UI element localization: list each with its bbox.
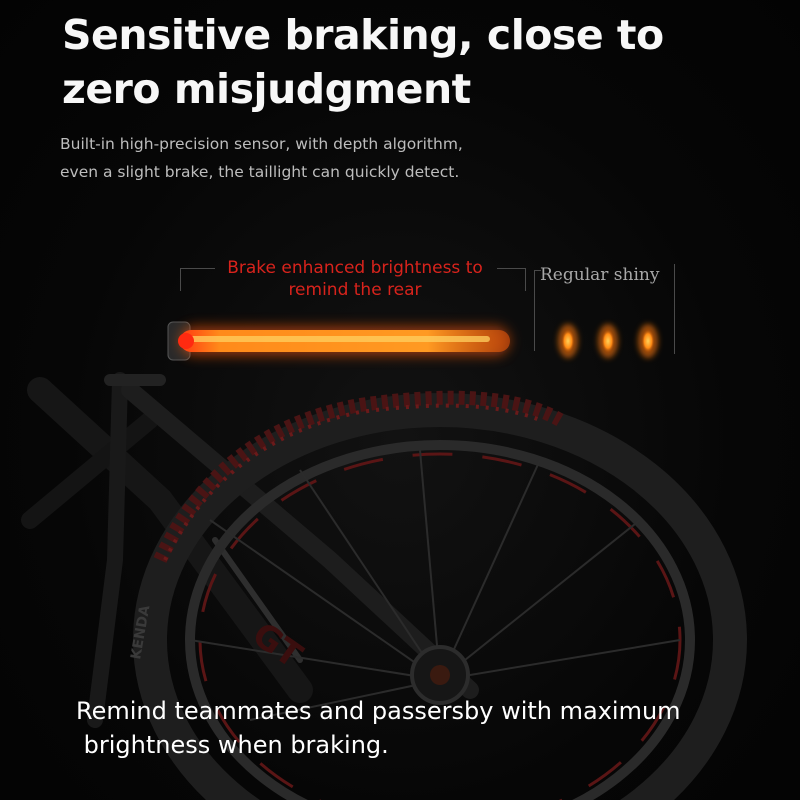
brake-beam <box>178 326 510 356</box>
caption-line-2: brightness when braking. <box>76 731 389 759</box>
headline-line-2: zero misjudgment <box>62 65 471 113</box>
svg-text:KENDA: KENDA <box>128 604 154 661</box>
brake-label <box>200 257 510 301</box>
subtext-line-2: even a slight brake, the taillight can quickly detect. <box>60 163 460 181</box>
brake-label-line-1: Brake enhanced brightness to <box>227 258 483 278</box>
regular-blink-dots <box>558 324 658 358</box>
brake-label-line-2: remind the rear <box>288 280 422 300</box>
regular-label: Regular shiny <box>540 265 660 285</box>
subtext <box>60 130 760 186</box>
headline-line-1: Sensitive braking, close to <box>62 11 664 59</box>
subtext-line-1: Built-in high-precision sensor, with depth algorithm, <box>60 135 463 153</box>
bike-frame <box>30 380 470 720</box>
headline <box>62 8 762 116</box>
caption <box>76 694 776 762</box>
caption-line-1: Remind teammates and passersby with maximum <box>76 697 681 725</box>
svg-text:GT: GT <box>244 614 310 677</box>
